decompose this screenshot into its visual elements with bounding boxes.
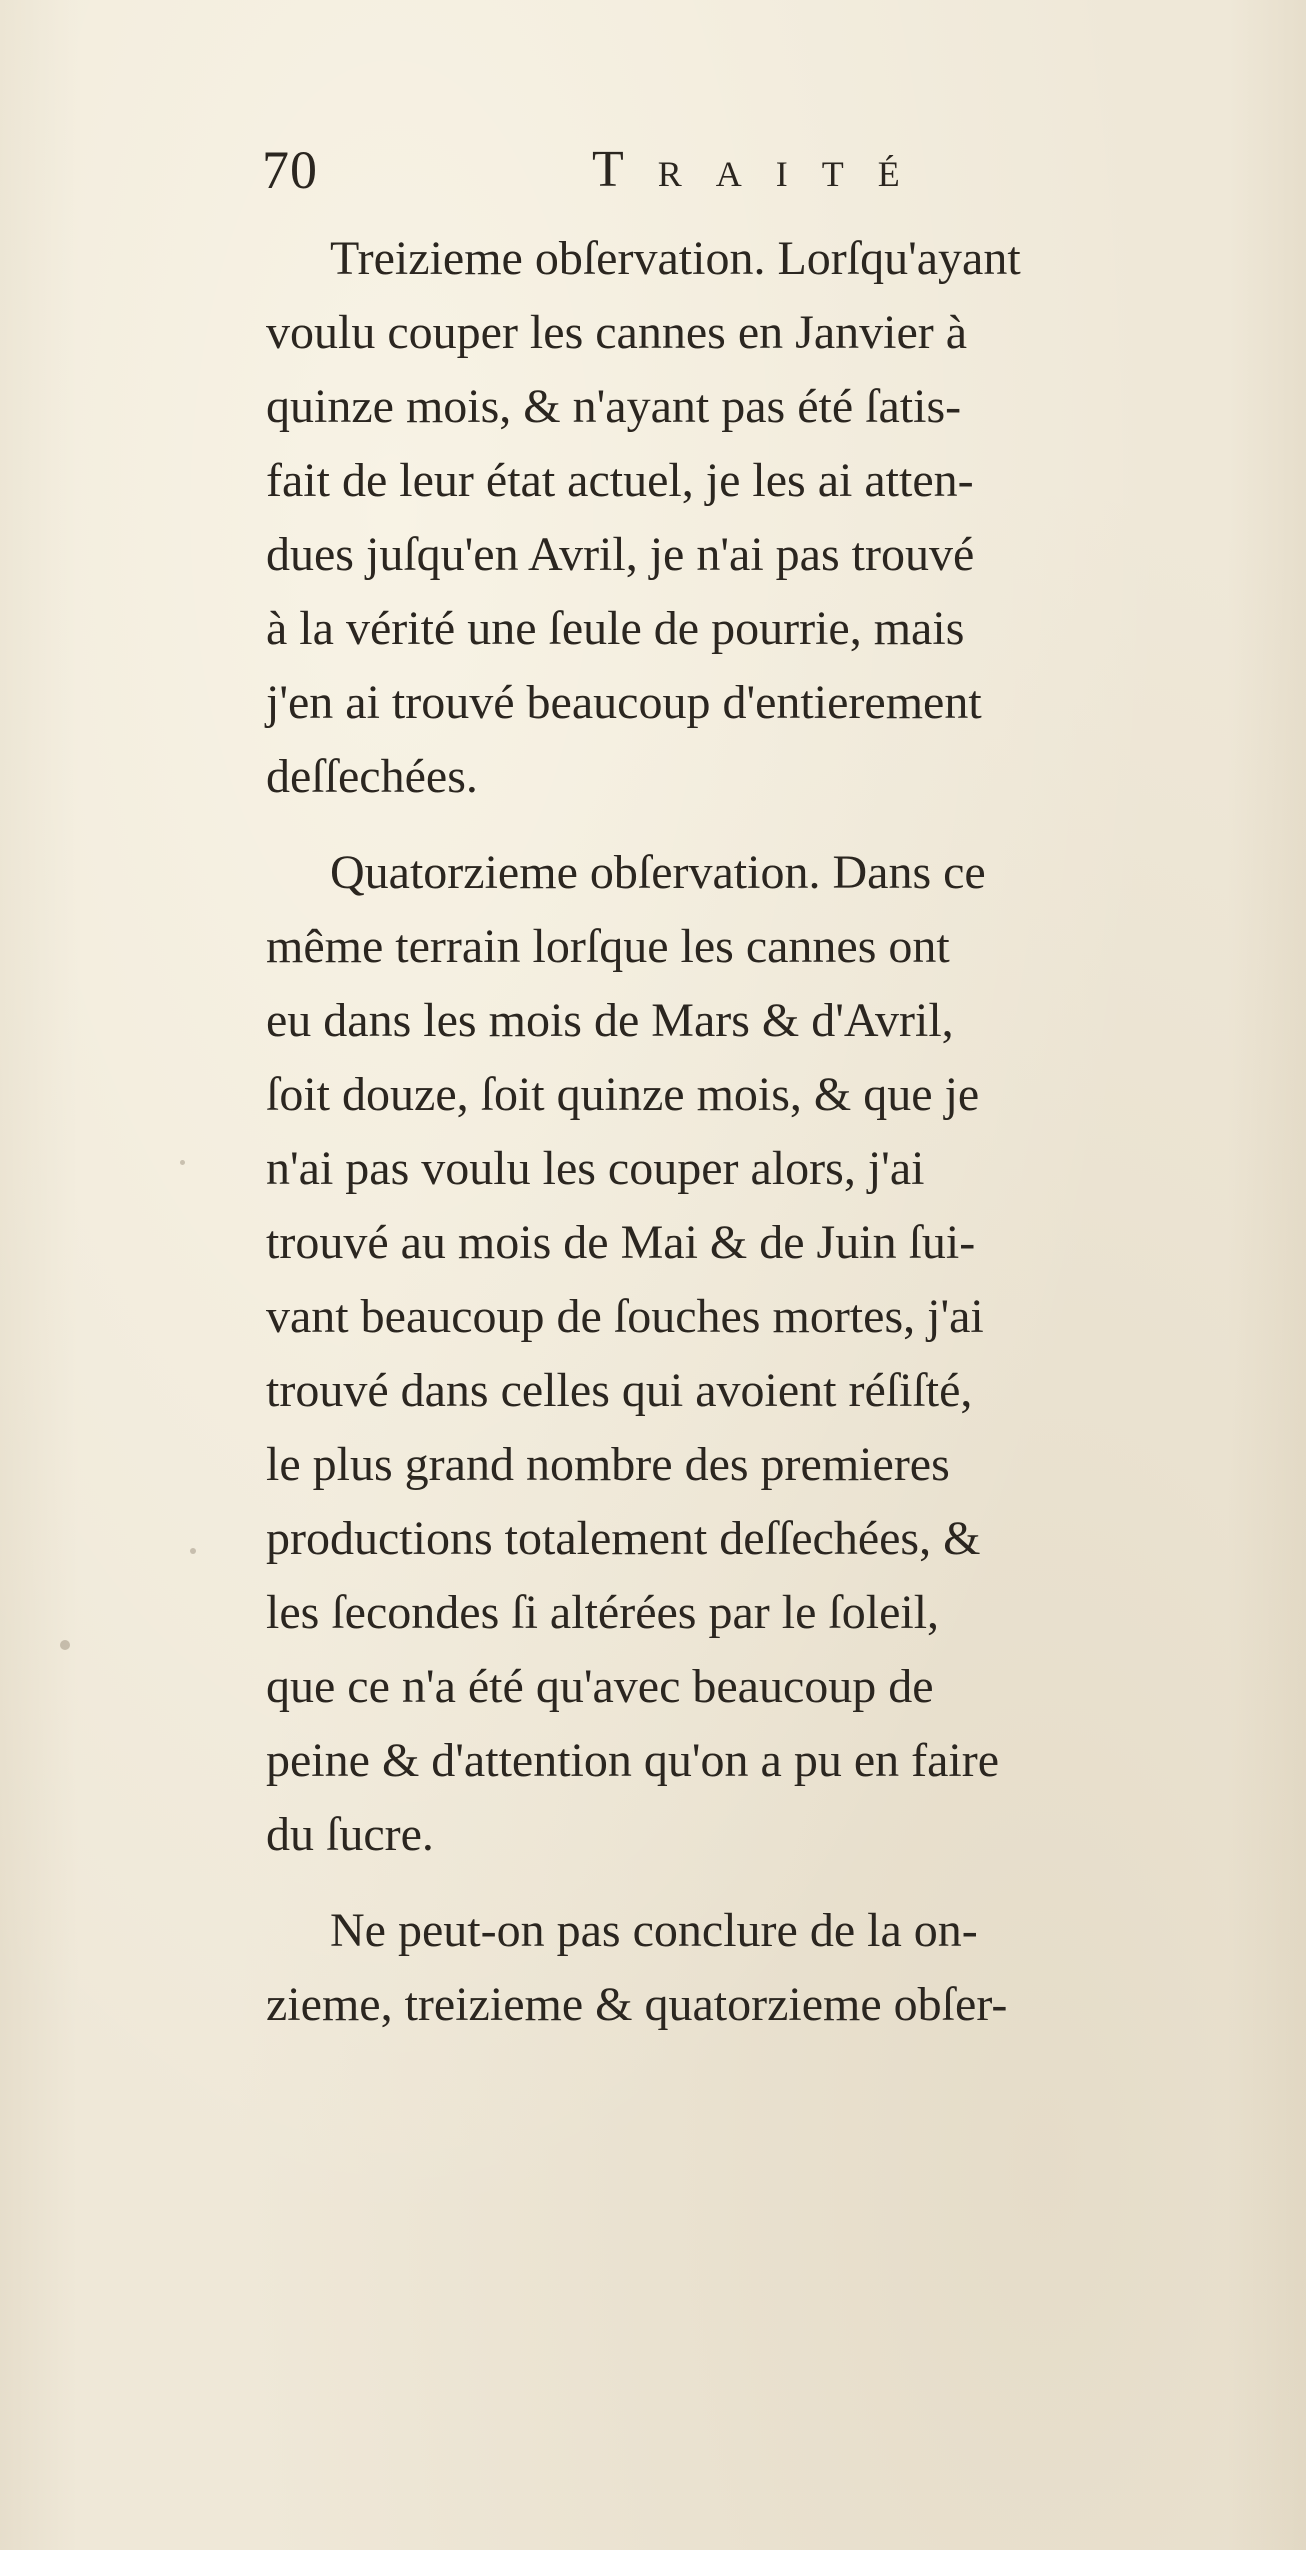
- text-line: que ce n'a été qu'avec beaucoup de: [266, 1660, 934, 1713]
- text-line: Quatorzieme obſervation. Dans ce: [330, 846, 986, 899]
- paper-speck: [190, 1548, 196, 1554]
- text-line: quinze mois, & n'ayant pas été ſatis-: [266, 380, 962, 433]
- text-line: n'ai pas voulu les couper alors, j'ai: [266, 1142, 925, 1195]
- text-line: le plus grand nombre des premieres: [266, 1438, 950, 1491]
- body-text: [266, 222, 1286, 2042]
- paragraph-conclusion: [266, 1894, 1286, 2042]
- paragraph-quatorzieme-observation: [266, 836, 1286, 1872]
- text-line: zieme, treizieme & quatorzieme obſer-: [266, 1978, 1008, 2031]
- text-line: voulu couper les cannes en Janvier à: [266, 306, 968, 359]
- text-line: peine & d'attention qu'on a pu en faire: [266, 1734, 1000, 1787]
- paragraph-gap: [266, 814, 1286, 836]
- paper-speck: [180, 1160, 185, 1165]
- text-line: deſſechées.: [266, 750, 478, 803]
- page-number: 70: [262, 140, 318, 200]
- text-line: trouvé dans celles qui avoient réſiſté,: [266, 1364, 973, 1417]
- text-line: j'en ai trouvé beaucoup d'entierement: [266, 676, 982, 729]
- paper-speck: [60, 1640, 70, 1650]
- text-line: ſoit douze, ſoit quinze mois, & que je: [266, 1068, 980, 1121]
- page-header: [262, 130, 982, 210]
- text-line: trouvé au mois de Mai & de Juin ſui-: [266, 1216, 976, 1269]
- text-line: du ſucre.: [266, 1808, 434, 1861]
- text-line: Treizieme obſervation. Lorſqu'ayant: [330, 232, 1021, 285]
- text-line: dues juſqu'en Avril, je n'ai pas trouvé: [266, 528, 975, 581]
- text-line: les ſecondes ſi altérées par le ſoleil,: [266, 1586, 940, 1639]
- text-line: même terrain lorſque les cannes ont: [266, 920, 950, 973]
- running-title: Traité: [592, 141, 934, 198]
- text-line: vant beaucoup de ſouches mortes, j'ai: [266, 1290, 984, 1343]
- text-line: eu dans les mois de Mars & d'Avril,: [266, 994, 954, 1047]
- text-line: à la vérité une ſeule de pourrie, mais: [266, 602, 965, 655]
- text-line: Ne peut-on pas conclure de la on-: [330, 1904, 978, 1957]
- text-line: productions totalement deſſechées, &: [266, 1512, 981, 1565]
- text-line: fait de leur état actuel, je les ai atten-: [266, 454, 974, 507]
- paragraph-treizieme-observation: [266, 222, 1286, 814]
- paragraph-gap: [266, 1872, 1286, 1894]
